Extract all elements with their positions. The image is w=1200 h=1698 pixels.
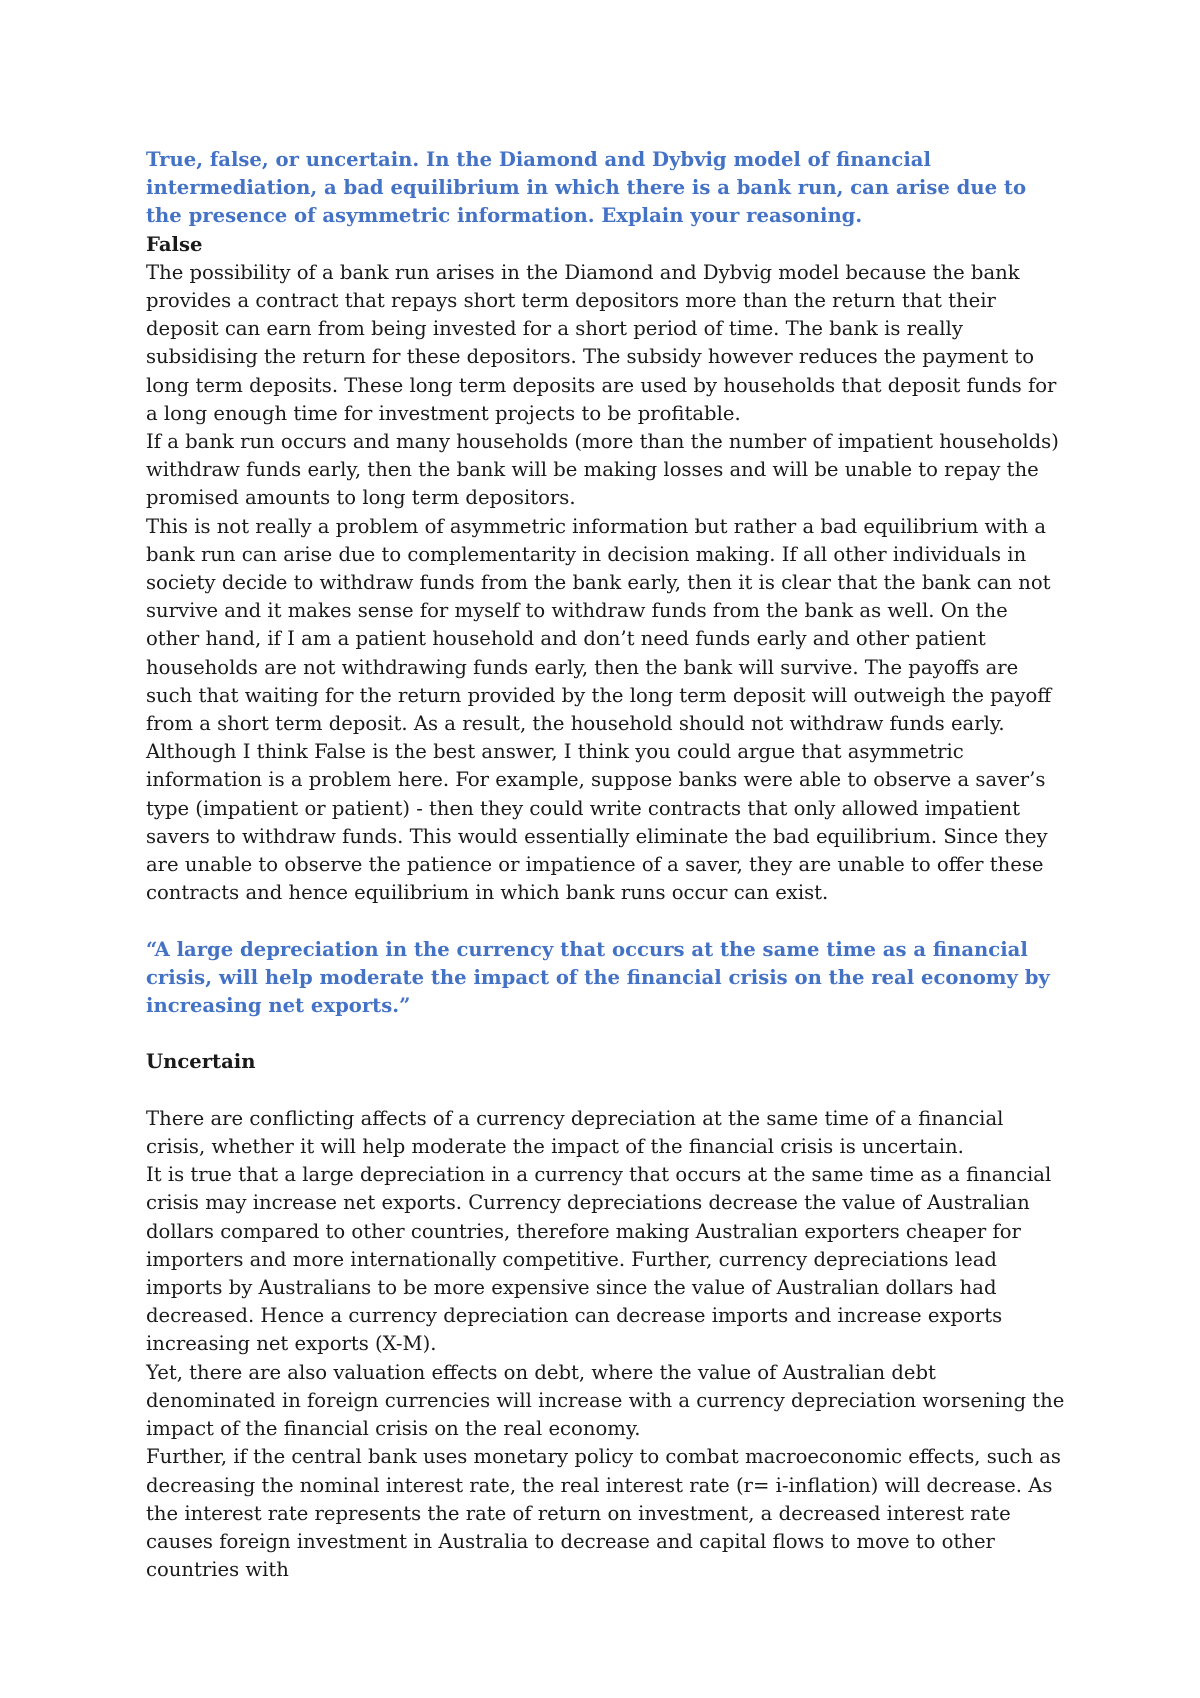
answer-2-paragraph: Further, if the central bank uses monetary policy to combat macroeconomic effects, such as decreasing the nominal interest rate, the real interest rate (r= i-inflation) will decrease. As the interest rate represents the rate of return on investment, a decreased interest rate causes foreign investment in Australia to decrease and capital flows to move to other countries with [146, 1445, 1061, 1582]
answer-2-verdict: Uncertain [146, 1050, 256, 1074]
answer-1-paragraph: Although I think False is the best answer, I think you could argue that asymmetric information is a problem here. For example, suppose banks were able to observe a saver’s type (impatient or patient) - then they could write contracts that only allowed impatient savers to withdraw funds. This would essentially eliminate the bad equilibrium. Since they are unable to observe the patience or impatience of a saver, they are unable to offer these contracts and hence equilibrium in which bank runs occur can exist. [146, 740, 1048, 905]
answer-1-paragraph: The possibility of a bank run arises in the Diamond and Dybvig model because the bank provides a contract that repays short term depositors more than the return that their deposit can earn from being invested for a short period of time. The bank is really subsidising the return for these depositors. The subsidy however reduces the payment to long term deposits. These long term deposits are used by households that deposit funds for a long enough time for investment projects to be profitable. [146, 260, 1057, 425]
document-page [146, 146, 1066, 1584]
answer-1-paragraph: This is not really a problem of asymmetric information but rather a bad equilibrium with a bank run can arise due to complementarity in decision making. If all other individuals in society decide to withdraw funds from the bank early, then it is clear that the bank can not survive and it makes sense for myself to withdraw funds from the bank as well. On the other hand, if I am a patient household and don’t need funds early and other patient households are not withdrawing funds early, then the bank will survive. The payoffs are such that waiting for the return provided by the long term deposit will outweigh the payoff from a short term deposit. As a result, the household should not withdraw funds early. [146, 514, 1052, 736]
answer-1-paragraph: If a bank run occurs and many households (more than the number of impatient households) withdraw funds early, then the bank will be making losses and will be unable to repay the promised amounts to long term depositors. [146, 430, 1059, 510]
answer-2-paragraph: It is true that a large depreciation in a currency that occurs at the same time as a financial crisis may increase net exports. Currency depreciations decrease the value of Australian dollars compared to other countries, therefore making Australian exporters cheaper for importers and more internationally competitive. Further, currency depreciations lead imports by Australians to be more expensive since the value of Australian dollars had decreased. Hence a currency depreciation can decrease imports and increase exports increasing net exports (X-M). [146, 1163, 1052, 1356]
spacer [146, 1020, 1066, 1048]
answer-2-paragraph: Yet, there are also valuation effects on debt, where the value of Australian debt denominated in foreign currencies will increase with a currency depreciation worsening the impact of the financial crisis on the real economy. [146, 1360, 1065, 1441]
question-1: True, false, or uncertain. In the Diamond and Dybvig model of financial intermediation, a bad equilibrium in which there is a bank run, can arise due to the presence of asymmetric information. Explain your reasoning. [146, 148, 1027, 228]
question-2: “A large depreciation in the currency that occurs at the same time as a financial crisis, will help moderate the impact of the financial crisis on the real economy by increasing net exports.” [146, 937, 1050, 1018]
answer-1-verdict: False [146, 232, 203, 256]
answer-2-paragraph: There are conflicting affects of a currency depreciation at the same time of a financial crisis, whether it will help moderate the impact of the financial crisis is uncertain. [146, 1106, 1004, 1159]
spacer [146, 1077, 1066, 1105]
spacer [146, 907, 1066, 935]
